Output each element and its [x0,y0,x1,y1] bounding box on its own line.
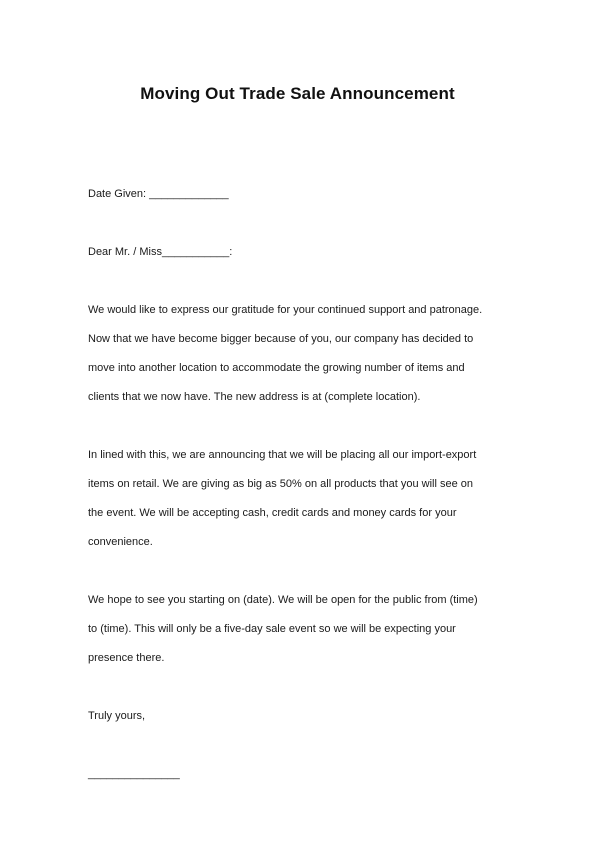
paragraph-gratitude [88,296,528,412]
paragraph-line: convenience. [88,536,153,548]
salutation-line: Dear Mr. / Miss___________: [88,246,233,258]
date-given-line: Date Given: _____________ [88,188,229,200]
paragraph-line: the event. We will be accepting cash, credit cards and money cards for your [88,507,457,519]
paragraph-line: We hope to see you starting on (date). We will be open for the public from (time) [88,594,478,606]
paragraph-line: We would like to express our gratitude for your continued support and patronage. [88,304,483,316]
paragraph-line: presence there. [88,652,165,664]
paragraph-line: move into another location to accommodate the growing number of items and [88,362,465,374]
closing-line: Truly yours, [88,710,146,722]
paragraph-line: to (time). This will only be a five-day sale event so we will be expecting your [88,623,456,635]
paragraph-sale-details [88,441,528,557]
signature-line: _______________ [88,768,180,780]
paragraph-line: clients that we now have. The new address is at (complete location). [88,391,421,403]
document-title: Moving Out Trade Sale Announcement [140,84,455,103]
letter-body [88,180,528,789]
paragraph-line: Now that we have become bigger because of you, our company has decided to [88,333,474,345]
paragraph-line: In lined with this, we are announcing that we will be placing all our import-export [88,449,477,461]
paragraph-invitation [88,586,528,673]
paragraph-line: items on retail. We are giving as big as 50% on all products that you will see on [88,478,473,490]
